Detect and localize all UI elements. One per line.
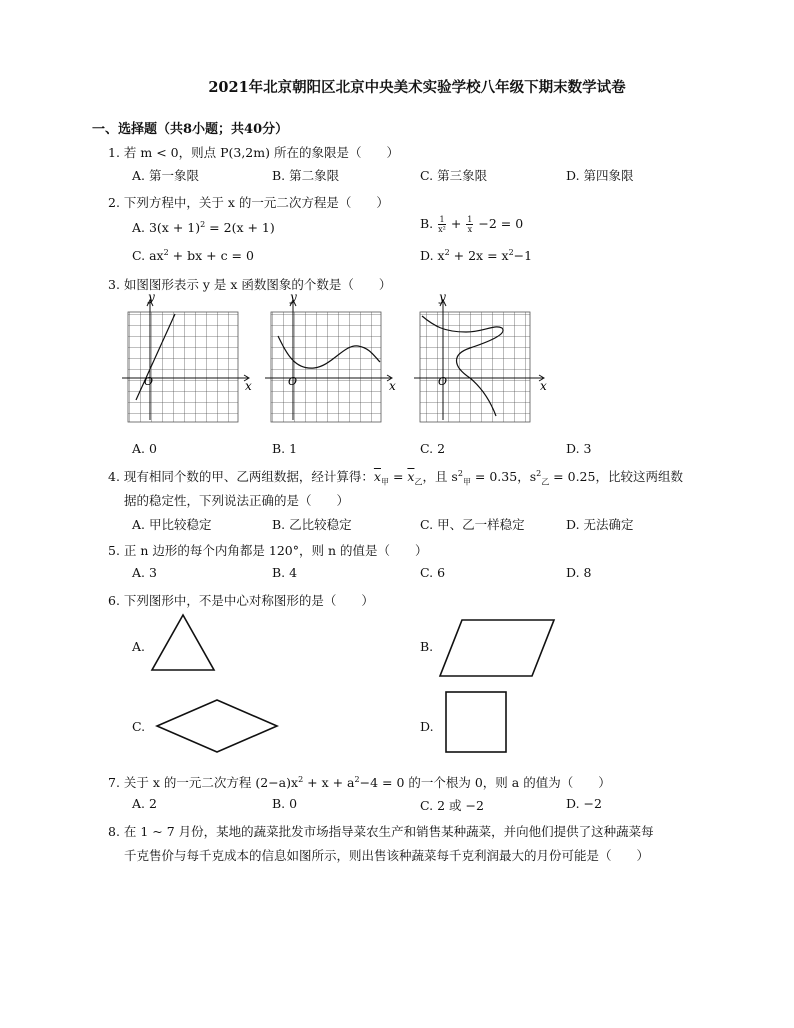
q3-option-d: D. 3 [566,441,592,456]
q3-function-graphs [118,292,568,427]
question-4-line-1: 4. 现有相同个数的甲、乙两组数据，经计算得：$\overline{x}_甲 = \overline{x}_乙$，且 $s^2_甲 = 0.35$，$s^2_乙 = 0.25$，比较这两组数 [108,468,683,487]
q6-option-d: D. [420,719,434,734]
question-8-line-2: 千克售价与每千克成本的信息如图所示，则出售该种蔬菜每千克利润最大的月份可能是（ ） [124,848,650,863]
q1-option-d: D. 第四象限 [566,168,634,183]
q2-option-a: A. $3(x + 1)^2 = 2(x + 1)$ [132,219,275,235]
question-2-stem: 2. 下列方程中，关于 x 的一元二次方程是（ ） [108,195,389,210]
q1-option-a: A. 第一象限 [132,168,199,183]
graph-a-y-label: y [148,292,155,304]
question-7-stem: 7. 关于 x 的一元二次方程 $(2-a)x^2 + x + a^2-4 = 0$ 的一个根为 0，则 a 的值为（ ） [108,774,611,790]
question-5-stem: 5. 正 n 边形的每个内角都是 120°，则 n 的值是（ ） [108,543,428,558]
graph-a-x-label: x [245,379,252,393]
q2-option-d: D. $x^2 + 2x = x^2-1$ [420,247,533,263]
graph-c [414,292,547,422]
q7-option-b: B. 0 [272,796,298,811]
q5-option-b: B. 4 [272,565,298,580]
graph-c-y-label: y [439,292,446,304]
q6-shapes [140,610,580,760]
square-shape [446,692,506,752]
question-3-stem: 3. 如图图形表示 y 是 x 函数图象的个数是（ ） [108,277,392,292]
triangle-shape [152,615,214,670]
graph-a-origin: O [144,375,154,388]
q4-option-c: C. 甲、乙一样稳定 [420,517,525,532]
q4-option-d: D. 无法确定 [566,517,634,532]
q5-option-c: C. 6 [420,565,446,580]
q5-option-a: A. 3 [132,565,157,580]
question-4-line-2: 据的稳定性，下列说法正确的是（ ） [124,493,350,508]
question-1-stem: 1. 若 m < 0，则点 P(3,2m) 所在的象限是（ ） [108,145,399,160]
q7-option-a: A. 2 [132,796,157,811]
graph-c-x-label: x [540,379,547,393]
q1-option-c: C. 第三象限 [420,168,488,183]
graph-b-x-label: x [389,379,396,393]
q7-option-d: D. −2 [566,796,602,811]
q6-option-a: A. [132,639,146,654]
question-8-line-1: 8. 在 1 ~ 7 月份，某地的蔬菜批发市场指导菜农生产和销售某种蔬菜，并向他们提供了这种蔬菜每 [108,824,654,839]
graph-b [265,292,396,422]
q6-option-c: C. [132,719,146,734]
q2-option-c: C. $ax^2$ + bx + c = 0 [132,247,254,263]
graph-c-origin: O [438,375,448,388]
graph-b-origin: O [288,375,298,388]
page-title: 2021年北京朝阳区北京中央美术实验学校八年级下期末数学试卷 [208,79,626,96]
q3-option-c: C. 2 [420,441,446,456]
question-6-stem: 6. 下列图形中，不是中心对称图形的是（ ） [108,593,374,608]
q3-option-a: A. 0 [132,441,157,456]
q5-option-d: D. 8 [566,565,592,580]
q1-option-b: B. 第二象限 [272,168,340,183]
parallelogram-shape [440,620,554,676]
q4-option-a: A. 甲比较稳定 [132,517,212,532]
q7-option-c: C. 2 或 −2 [420,798,484,813]
rhombus-shape [157,700,277,752]
section-heading: 一、选择题（共8小题；共40分） [92,122,289,137]
q2-option-b: B. $\frac{1}{\text{x²}}$ + $\frac{1}{x}$ −2 = 0 [420,215,524,234]
graph-b-y-label: y [290,292,297,304]
q3-option-b: B. 1 [272,441,298,456]
q6-option-b: B. [420,639,434,654]
graph-a [122,292,252,422]
q4-option-b: B. 乙比较稳定 [272,517,352,532]
